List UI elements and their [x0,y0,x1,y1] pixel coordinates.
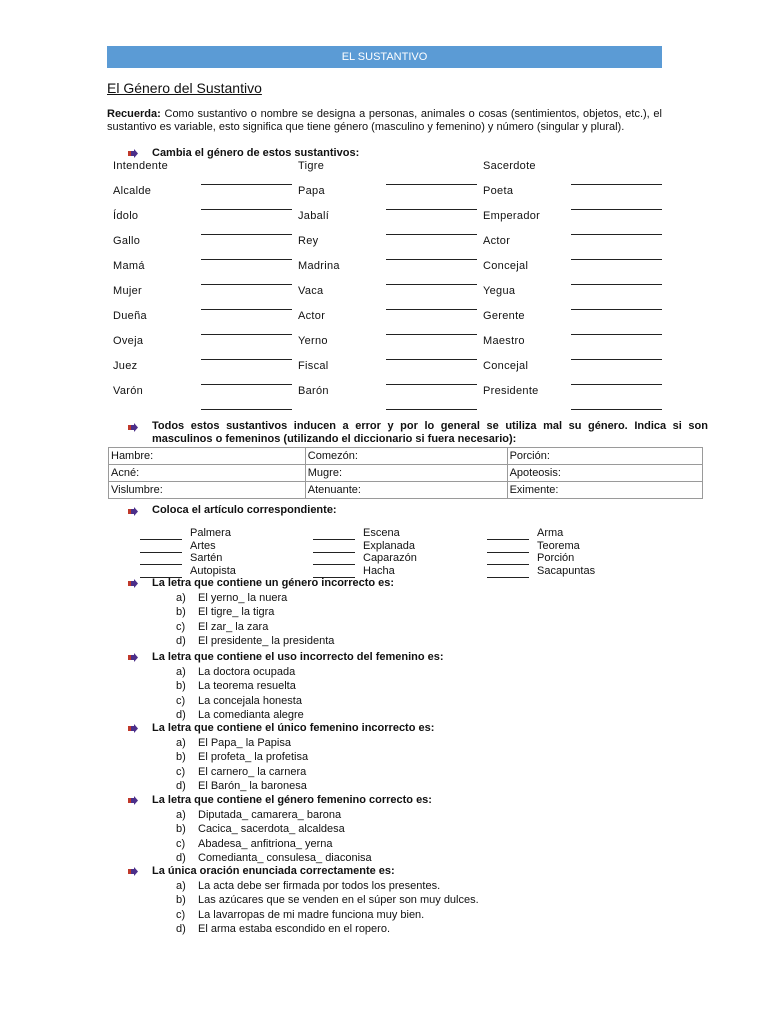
option-text: Cacica_ sacerdota_ alcaldesa [198,823,345,836]
noun-word: Papa [298,185,325,197]
answer-option[interactable] [176,665,295,680]
answer-option[interactable] [176,679,296,694]
option-letter: d) [176,779,186,792]
option-text: Las azúcares que se venden en el súper son muy dulces. [198,894,479,907]
noun-word: Dueña [113,310,147,322]
answer-option[interactable] [176,634,334,649]
article-word: Autopista [190,565,236,578]
answer-option[interactable] [176,879,440,894]
option-letter: c) [176,694,186,707]
noun-word: Jabalí [298,210,330,222]
article-word: Teorema [537,539,580,552]
answer-blank[interactable] [386,308,477,310]
noun-word: Rey [298,235,319,247]
option-text: El zar_ la zara [198,620,269,633]
option-text: El tigre_ la tigra [198,606,275,619]
option-text: La acta debe ser firmada por todos los presentes. [198,880,441,892]
option-text: La concejala honesta [198,694,302,707]
article-word: Arma [537,527,564,539]
option-letter: d) [176,708,186,721]
option-text: Abadesa_ anfitriona_ yerna [198,837,333,850]
article-word: Hacha [363,565,395,578]
option-letter: c) [176,765,186,778]
answer-blank[interactable] [571,308,662,310]
answer-blank[interactable] [201,208,292,210]
answer-blank[interactable] [571,233,662,235]
answer-option[interactable] [176,837,333,852]
option-letter: c) [176,837,186,850]
article-word: Caparazón [363,552,417,565]
table-row [109,448,703,465]
bullet-icon [128,579,138,588]
table-cell[interactable]: Mugre: [305,465,507,482]
answer-option[interactable] [176,591,287,606]
table-cell[interactable]: Porción: [507,448,702,465]
noun-word: Maestro [483,335,525,347]
noun-word: Barón [298,385,329,397]
bullet-icon [128,867,138,876]
option-text: La teorema resuelta [198,680,296,693]
bullet-icon [128,653,138,662]
answer-blank[interactable] [386,258,477,260]
article-blank[interactable] [487,540,529,553]
article-blank[interactable] [140,552,182,565]
noun-word: Poeta [483,185,514,197]
noun-word: Concejal [483,260,529,272]
article-item [313,552,417,565]
article-item [140,540,216,553]
option-letter: d) [176,922,186,935]
article-blank[interactable] [313,540,355,553]
table-cell[interactable]: Atenuante: [305,482,507,499]
bullet-icon [128,507,138,516]
noun-word: Juez [113,360,138,372]
option-letter: b) [176,680,186,693]
answer-option[interactable] [176,808,341,823]
answer-option[interactable] [176,851,372,866]
answer-blank[interactable] [386,358,477,360]
noun-word: Oveja [113,335,144,347]
noun-word: Varón [113,385,144,397]
answer-blank[interactable] [571,408,662,410]
noun-word: Actor [298,310,326,322]
answer-blank[interactable] [571,208,662,210]
answer-blank[interactable] [201,408,292,410]
noun-word: Sacerdote [483,160,536,172]
table-cell[interactable]: Vislumbre: [109,482,306,499]
page-title: El Género del Sustantivo [107,80,262,96]
noun-word: Gallo [113,235,141,247]
answer-blank[interactable] [386,208,477,210]
article-word: Sartén [190,552,223,565]
answer-option[interactable] [176,708,304,723]
noun-word: Mujer [113,285,143,297]
noun-word: Actor [483,235,511,247]
answer-option[interactable] [176,620,268,635]
article-blank[interactable] [140,527,182,540]
article-item [140,527,231,540]
option-letter: b) [176,751,186,764]
option-text: El presidente_ la presidenta [198,634,335,647]
answer-blank[interactable] [386,183,477,185]
article-item [140,552,222,565]
article-blank[interactable] [487,552,529,565]
option-text: La doctora ocupada [198,666,296,678]
answer-blank[interactable] [571,358,662,360]
answer-blank[interactable] [201,233,292,235]
option-letter: a) [176,809,186,821]
table-cell[interactable]: Acné: [109,465,306,482]
noun-word: Yerno [298,335,328,347]
article-item [487,527,563,540]
answer-blank[interactable] [386,408,477,410]
question-prompt: La letra que contiene el único femenino incorrecto es: [152,722,435,734]
option-text: El yerno_ la nuera [198,592,288,604]
intro-text: Como sustantivo o nombre se designa a personas, animales o cosas (sentimientos, objetos, etc.), el sustantivo es variable, esto significa que tiene género (masculino y femenino) y número (singular y plural). [107,108,662,133]
noun-word: Ídolo [113,210,139,222]
question-prompt: La letra que contiene un género incorrecto es: [152,577,395,589]
noun-word: Alcalde [113,185,152,197]
answer-blank[interactable] [386,333,477,335]
option-letter: b) [176,823,186,836]
option-letter: a) [176,592,186,604]
option-letter: c) [176,620,186,633]
bullet-icon [128,423,138,432]
noun-word: Yegua [483,285,516,297]
article-blank[interactable] [313,527,355,540]
answer-blank[interactable] [571,383,662,385]
table-row [109,465,703,482]
noun-word: Vaca [298,285,324,297]
answer-blank[interactable] [201,183,292,185]
article-word: Explanada [363,539,415,552]
table-cell[interactable]: Comezón: [305,448,507,465]
section1-instruction: Cambia el género de estos sustantivos: [152,147,360,159]
noun-word: Mamá [113,260,145,272]
gender-error-table [108,447,703,499]
answer-blank[interactable] [201,283,292,285]
answer-option[interactable] [176,908,424,923]
article-item [487,540,580,553]
option-text: La comedianta alegre [198,708,304,721]
noun-word: Presidente [483,385,539,397]
noun-word: Emperador [483,210,541,222]
bullet-icon [128,724,138,733]
answer-blank[interactable] [201,333,292,335]
answer-option[interactable] [176,893,479,908]
option-letter: a) [176,666,186,678]
table-row [109,482,703,499]
noun-word: Madrina [298,260,340,272]
section2-instruction: Todos estos sustantivos inducen a error y por lo general se utiliza mal su género. Indica si son masculinos o femeninos (utilizando el diccionario si fuera necesario): [152,420,708,445]
noun-word: Gerente [483,310,525,322]
answer-option[interactable] [176,750,308,765]
answer-blank[interactable] [386,233,477,235]
answer-blank[interactable] [386,283,477,285]
option-text: El profeta_ la profetisa [198,751,309,764]
option-letter: d) [176,851,186,864]
article-word: Porción [537,552,575,565]
table-cell[interactable]: Apoteosis: [507,465,702,482]
answer-option[interactable] [176,765,306,780]
answer-option[interactable] [176,605,274,620]
section3-instruction: Coloca el artículo correspondiente: [152,504,337,516]
article-blank[interactable] [313,552,355,565]
article-word: Escena [363,527,400,539]
bullet-icon [128,796,138,805]
article-item [487,552,574,565]
option-letter: b) [176,894,186,907]
answer-blank[interactable] [386,383,477,385]
question-prompt: La única oración enunciada correctamente es: [152,865,395,877]
option-letter: d) [176,634,186,647]
table-cell[interactable]: Hambre: [109,448,306,465]
answer-option[interactable] [176,822,345,837]
option-text: El Barón_ la baronesa [198,779,307,792]
option-letter: c) [176,908,186,921]
intro-label: Recuerda: [107,108,161,120]
question-prompt: La letra que contiene el uso incorrecto del femenino es: [152,651,444,663]
article-word: Sacapuntas [537,565,596,578]
answer-blank[interactable] [201,308,292,310]
answer-blank[interactable] [571,333,662,335]
article-word: Artes [190,539,216,552]
article-item [313,540,415,553]
option-text: Comedianta_ consulesa_ diaconisa [198,851,372,864]
answer-blank[interactable] [571,183,662,185]
answer-option[interactable] [176,736,291,751]
option-letter: a) [176,880,186,892]
answer-blank[interactable] [201,258,292,260]
option-letter: a) [176,737,186,749]
option-text: Diputada_ camarera_ barona [198,809,342,821]
answer-blank[interactable] [571,258,662,260]
answer-option[interactable] [176,694,302,709]
answer-option[interactable] [176,922,390,937]
answer-blank[interactable] [201,358,292,360]
table-cell[interactable]: Eximente: [507,482,702,499]
answer-option[interactable] [176,779,307,794]
article-blank[interactable] [140,540,182,553]
article-blank[interactable] [487,527,529,540]
option-text: La lavarropas de mi madre funciona muy bien. [198,908,425,921]
answer-blank[interactable] [571,283,662,285]
banner-title: EL SUSTANTIVO [107,46,662,68]
noun-word: Concejal [483,360,529,372]
article-word: Palmera [190,527,231,539]
option-text: El Papa_ la Papisa [198,737,291,749]
article-item [313,527,400,540]
noun-word: Tigre [298,160,325,172]
option-text: El carnero_ la carnera [198,765,307,778]
question-prompt: La letra que contiene el género femenino correcto es: [152,794,432,806]
bullet-icon [128,149,138,158]
answer-blank[interactable] [201,383,292,385]
noun-word: Fiscal [298,360,329,372]
option-letter: b) [176,606,186,619]
intro-paragraph [107,108,662,134]
option-text: El arma estaba escondido en el ropero. [198,922,391,935]
noun-word: Intendente [113,160,168,172]
